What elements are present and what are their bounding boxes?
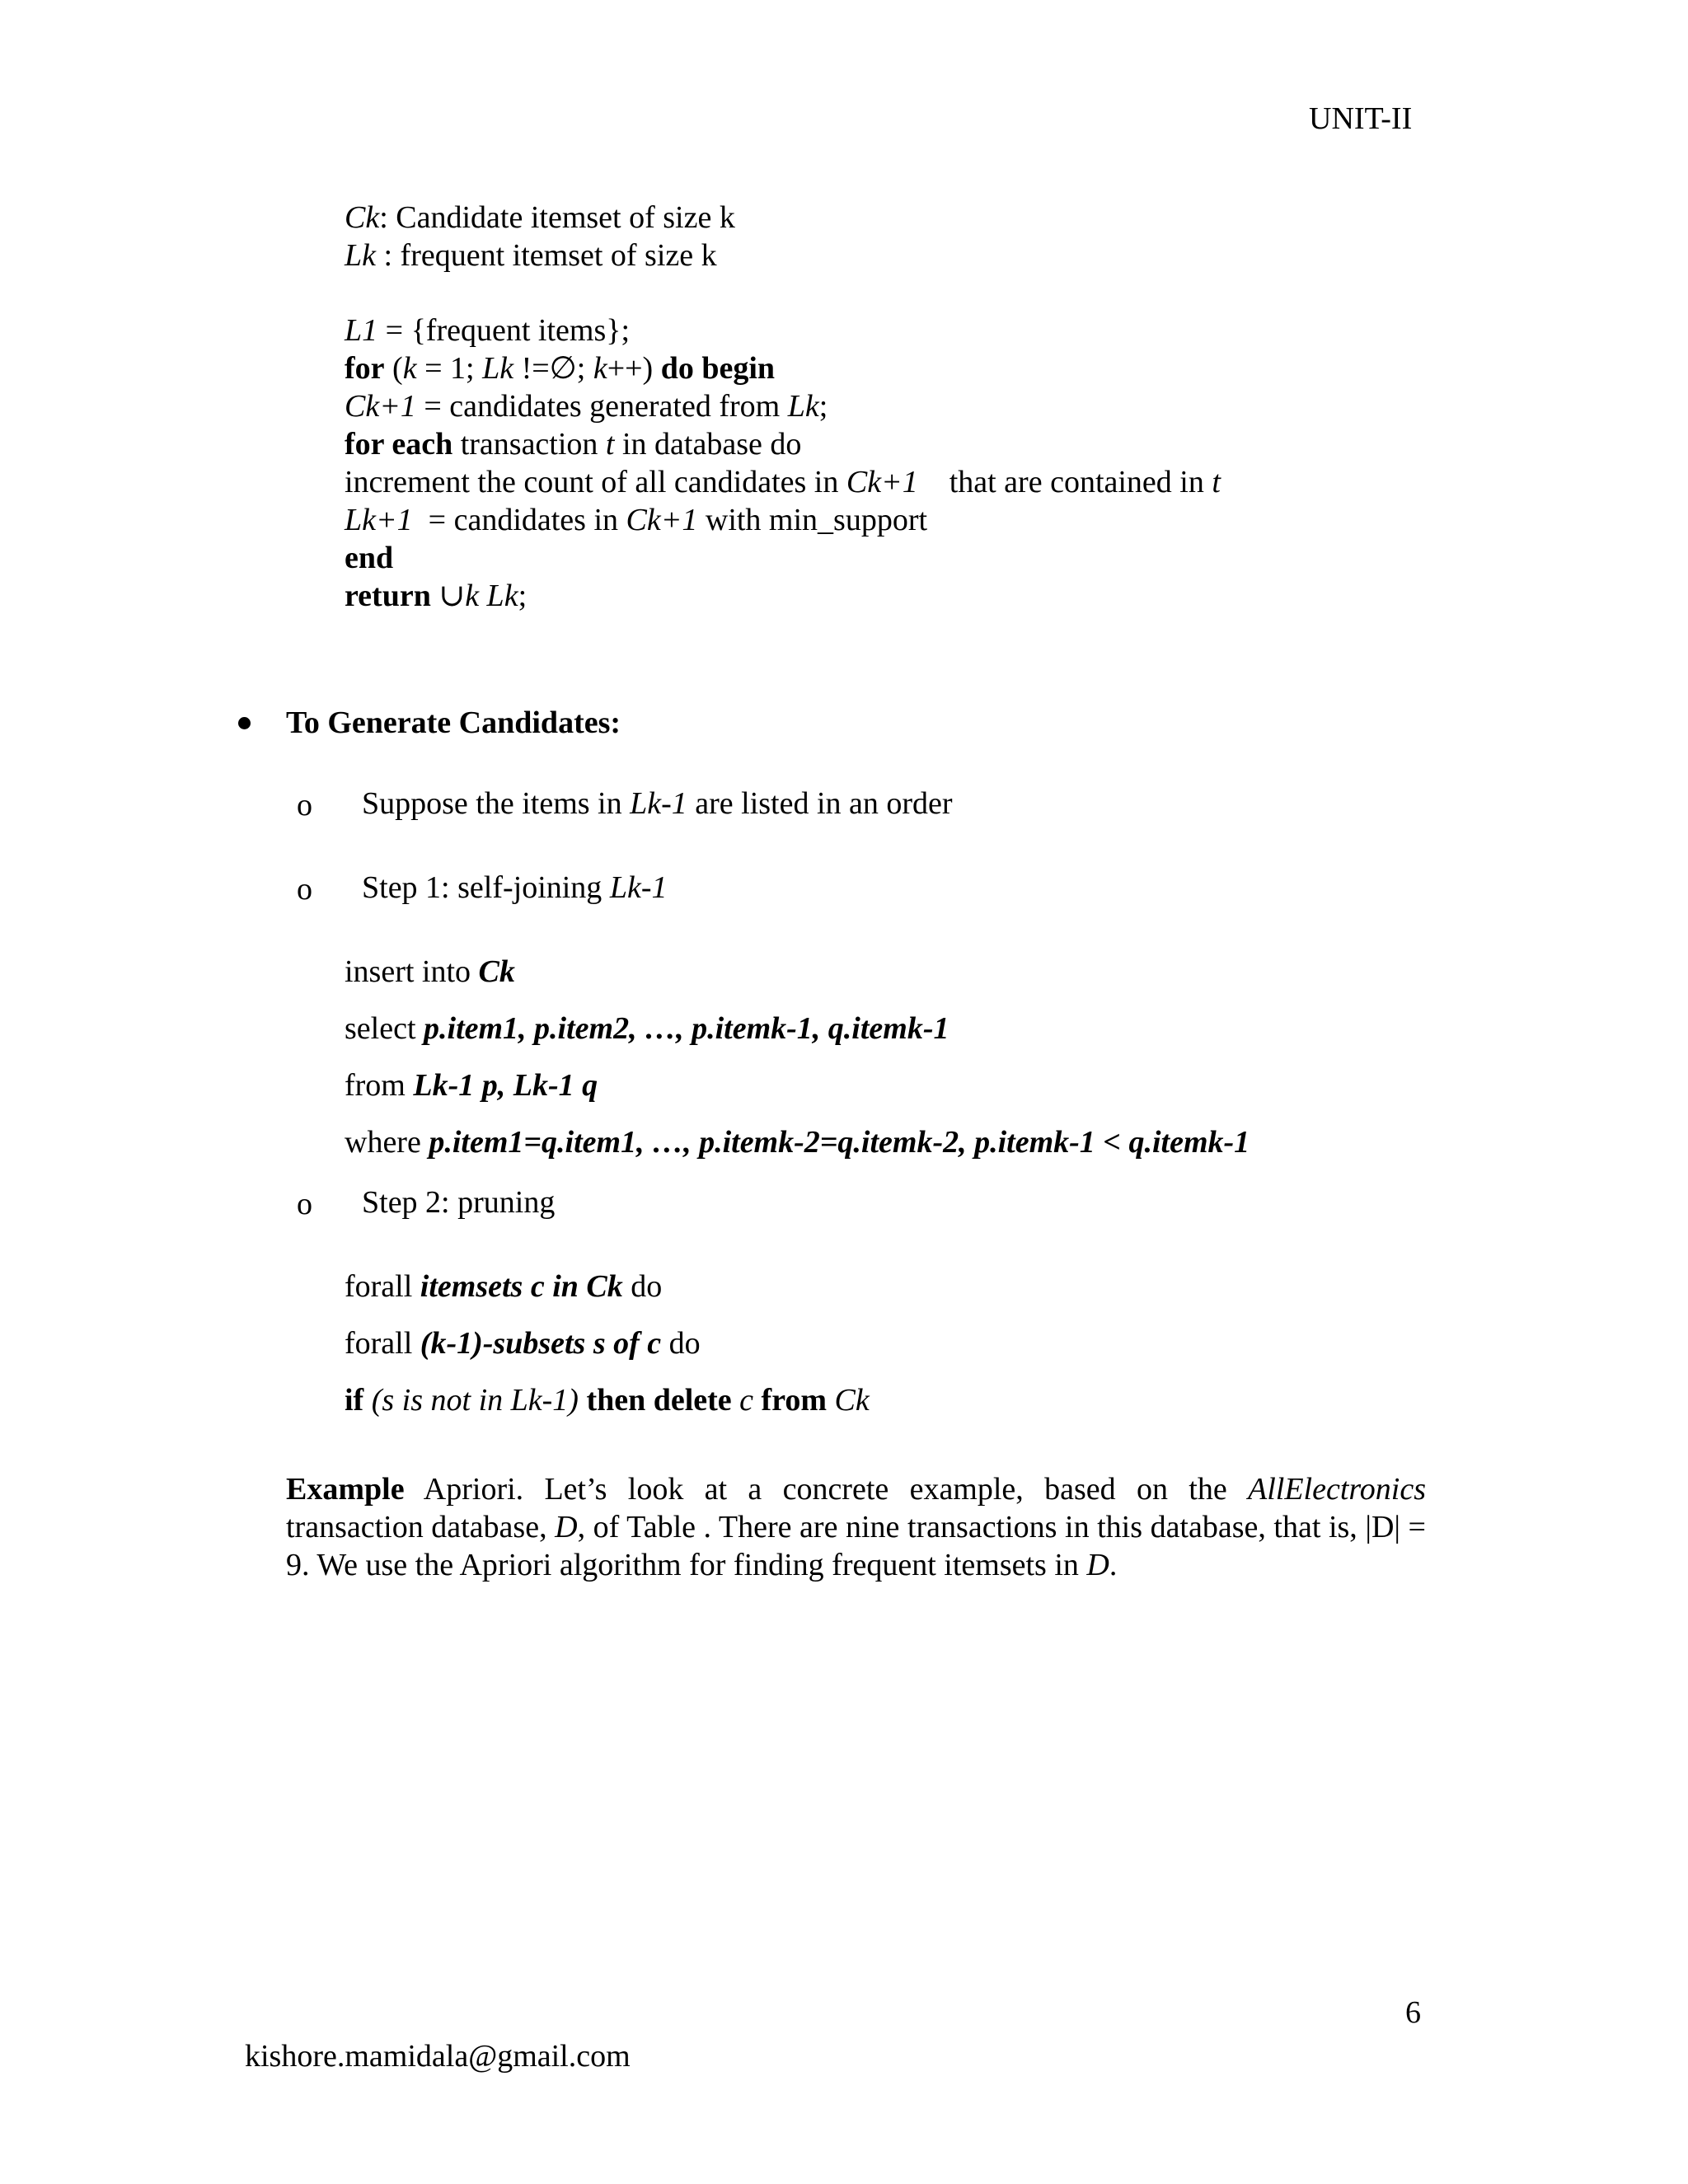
sql-line-where — [345, 1127, 1250, 1158]
algo-return-keyword: return — [345, 579, 431, 613]
definition-lk — [345, 240, 717, 271]
algo-l1-symbol: L1 — [345, 313, 378, 348]
prune1-keyword: forall — [345, 1269, 420, 1304]
algo-line-lk1 — [345, 504, 927, 536]
algo-inc-t: t — [1212, 465, 1221, 499]
circle-bullet-icon: o — [297, 872, 312, 907]
sub1-post: are listed in an order — [687, 786, 953, 821]
prune3-then-delete: then delete — [586, 1383, 732, 1418]
example-d-2: D — [1086, 1548, 1109, 1582]
algo-lk1-end: with min_support — [697, 503, 928, 537]
algo-line-increment — [345, 466, 1221, 498]
prune3-if: if — [345, 1383, 364, 1418]
algo-line-l1 — [345, 315, 630, 346]
circle-bullet-icon: o — [297, 788, 312, 823]
bullet-icon — [238, 717, 251, 729]
prune1-value: itemsets c in Ck — [420, 1269, 623, 1304]
algo-lk1-ck: Ck+1 — [626, 503, 698, 537]
circle-bullet-icon: o — [297, 1187, 312, 1221]
algo-gen-lk: Lk — [787, 389, 819, 424]
algo-inc-ck: Ck+1 — [846, 465, 918, 499]
footer-email: kishore.mamidala@gmail.com — [245, 2039, 631, 2074]
algo-do-begin: do begin — [660, 351, 776, 386]
algo-for-k: k — [402, 351, 417, 386]
example-paragraph — [286, 1470, 1426, 1584]
algo-foreach-end: in database do — [614, 427, 802, 462]
definition-ck-text: : Candidate itemset of size k — [379, 200, 735, 235]
algo-gen-end: ; — [818, 389, 828, 424]
algo-line-generate — [345, 391, 828, 422]
algo-for-inc: ++) — [607, 351, 661, 386]
sub1-pre: Suppose the items in — [362, 786, 631, 821]
sql-from-keyword: from — [345, 1068, 414, 1103]
example-text-1: Apriori. Let’s look at a concrete example, based on the — [404, 1472, 1249, 1507]
sub-item-order — [362, 788, 953, 819]
algo-inc-text: increment the count of all candidates in — [345, 465, 846, 499]
sql-where-keyword: where — [345, 1125, 429, 1160]
prune2-value: (k-1)-subsets s of c — [420, 1326, 662, 1361]
example-d-1: D — [555, 1510, 578, 1544]
example-text-3: , of Table . There are nine transactions in this database, that is, |D| = 9. We use the Apriori algorithm for finding frequent itemsets in — [286, 1510, 1426, 1582]
example-allelectronics: AllElectronics — [1248, 1472, 1426, 1507]
algo-for-cond: !=∅; — [513, 351, 593, 386]
section-title: To Generate Candidates: — [286, 705, 621, 740]
sql-select-value: p.item1, p.item2, …, p.itemk-1, q.itemk-1 — [424, 1011, 950, 1046]
algo-line-return — [345, 580, 527, 612]
algo-line-end: end — [345, 541, 394, 575]
example-end: . — [1109, 1548, 1118, 1582]
sql-select-keyword: select — [345, 1011, 424, 1046]
page-header-unit: UNIT-II — [1309, 101, 1413, 136]
sql-line-insert — [345, 956, 515, 987]
algo-return-end: ; — [518, 579, 528, 613]
prune2-end: do — [661, 1326, 701, 1361]
sql-line-from — [345, 1070, 598, 1101]
prune3-c: c — [731, 1383, 762, 1418]
algo-line-foreach — [345, 429, 801, 460]
prune2-keyword: forall — [345, 1326, 420, 1361]
definition-ck — [345, 202, 735, 233]
algo-gen-symbol: Ck+1 — [345, 389, 416, 424]
algo-inc-rest: that are contained in — [917, 465, 1212, 499]
prune3-ck: Ck — [827, 1383, 870, 1418]
prune-line-1 — [345, 1271, 662, 1302]
definition-lk-text: : frequent itemset of size k — [376, 238, 717, 273]
algo-lk1-symbol: Lk+1 — [345, 503, 413, 537]
algo-for-open: ( — [384, 351, 403, 386]
prune3-from: from — [761, 1383, 828, 1418]
page-number: 6 — [1405, 1995, 1421, 2030]
prune1-end: do — [622, 1269, 663, 1304]
sub2-symbol: Lk-1 — [609, 870, 668, 905]
sub1-symbol: Lk-1 — [630, 786, 687, 821]
algo-lk1-text: = candidates in — [412, 503, 626, 537]
algo-foreach-keyword: for each — [345, 427, 453, 462]
sub2-pre: Step 1: self-joining — [362, 870, 610, 905]
algo-for-kinc: k — [593, 351, 607, 386]
sql-insert-value: Ck — [478, 954, 515, 989]
sql-line-select — [345, 1013, 949, 1044]
algo-return-union: ∪ — [430, 579, 466, 613]
sub-item-step1 — [362, 872, 667, 903]
algo-foreach-t: t — [605, 427, 615, 462]
sql-from-value: Lk-1 p, Lk-1 q — [413, 1068, 598, 1103]
definition-lk-symbol: Lk — [345, 238, 376, 273]
algo-for-lk: Lk — [482, 351, 514, 386]
algo-for-init: = 1; — [416, 351, 483, 386]
sub-item-step2: Step 2: pruning — [362, 1185, 556, 1220]
prune3-condition: (s is not in Lk-1) — [363, 1383, 587, 1418]
prune-line-3 — [345, 1385, 870, 1416]
example-text-2: transaction database, — [286, 1510, 556, 1544]
algo-line-for — [345, 353, 775, 384]
algo-gen-text: = candidates generated from — [415, 389, 788, 424]
algo-foreach-text: transaction — [452, 427, 606, 462]
algo-for-keyword: for — [345, 351, 385, 386]
sql-where-value: p.item1=q.item1, …, p.itemk-2=q.itemk-2, p.itemk-1 < q.itemk-1 — [429, 1125, 1250, 1160]
algo-l1-text: = {frequent items}; — [377, 313, 631, 348]
prune-line-2 — [345, 1328, 701, 1359]
definition-ck-symbol: Ck — [345, 200, 380, 235]
example-label: Example — [286, 1472, 405, 1507]
algo-return-lk: k Lk — [465, 579, 518, 613]
sql-insert-keyword: insert into — [345, 954, 479, 989]
